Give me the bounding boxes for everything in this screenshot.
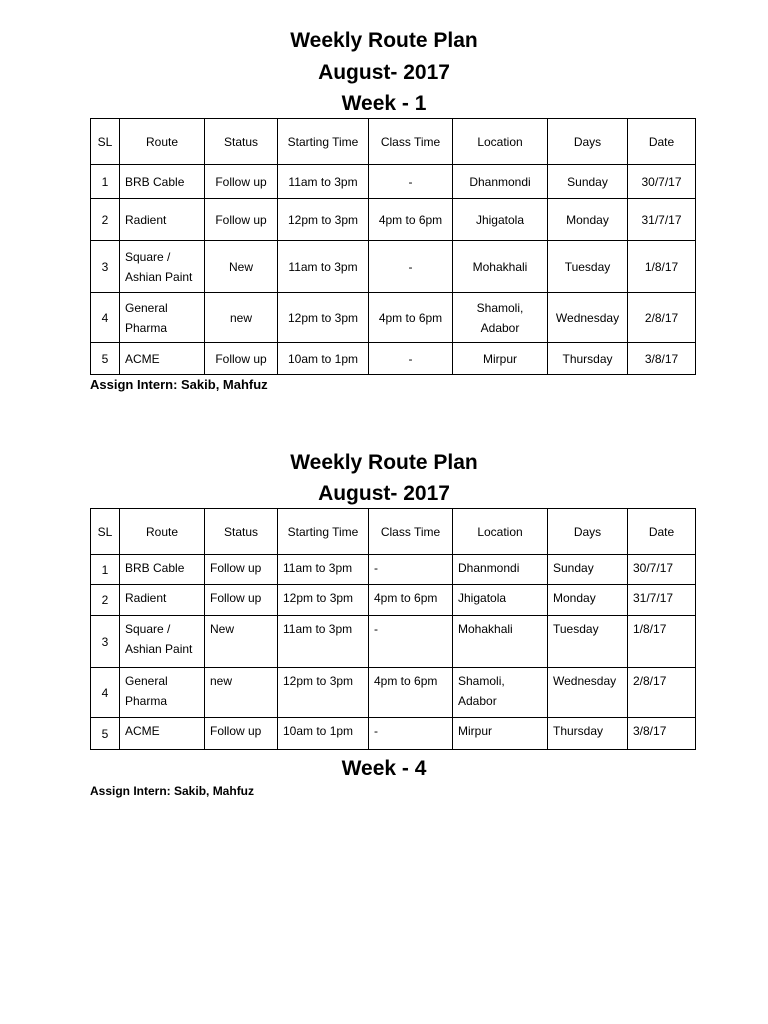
cell-route: BRB Cable bbox=[120, 555, 205, 585]
cell-location: Jhigatola bbox=[453, 585, 548, 616]
header-route: Route bbox=[120, 119, 205, 165]
table-row bbox=[91, 343, 696, 375]
table-row bbox=[91, 165, 696, 199]
cell-location: Jhigatola bbox=[453, 199, 548, 241]
page-subtitle-month-2: August- 2017 bbox=[318, 482, 450, 505]
table-row bbox=[91, 718, 696, 750]
route-table-week-4 bbox=[90, 508, 696, 750]
cell-day: Wednesday bbox=[548, 668, 628, 718]
cell-location: Dhanmondi bbox=[453, 555, 548, 585]
cell-route: General Pharma bbox=[120, 668, 205, 718]
cell-date: 31/7/17 bbox=[628, 199, 696, 241]
header-class-time: Class Time bbox=[369, 119, 453, 165]
cell-route: ACME bbox=[120, 718, 205, 750]
table-row bbox=[91, 668, 696, 718]
cell-route: Square / Ashian Paint bbox=[120, 241, 205, 293]
cell-sl: 4 bbox=[91, 293, 120, 343]
cell-day: Thursday bbox=[548, 718, 628, 750]
cell-sl: 5 bbox=[91, 343, 120, 375]
table-header-row bbox=[91, 509, 696, 555]
header-starting-time: Starting Time bbox=[278, 509, 369, 555]
cell-starting-time: 12pm to 3pm bbox=[278, 668, 369, 718]
cell-date: 30/7/17 bbox=[628, 555, 696, 585]
cell-status: New bbox=[205, 616, 278, 668]
cell-class-time: 4pm to 6pm bbox=[369, 199, 453, 241]
cell-route: BRB Cable bbox=[120, 165, 205, 199]
cell-location: Mohakhali bbox=[453, 241, 548, 293]
page-title-2: Weekly Route Plan bbox=[290, 451, 478, 474]
cell-location: Shamoli, Adabor bbox=[453, 668, 548, 718]
cell-sl: 2 bbox=[91, 199, 120, 241]
cell-status: Follow up bbox=[205, 199, 278, 241]
cell-class-time: - bbox=[369, 555, 453, 585]
table-row bbox=[91, 585, 696, 616]
table-row bbox=[91, 199, 696, 241]
cell-class-time: - bbox=[369, 165, 453, 199]
cell-sl: 5 bbox=[91, 718, 120, 750]
cell-starting-time: 11am to 3pm bbox=[278, 555, 369, 585]
cell-class-time: - bbox=[369, 343, 453, 375]
cell-starting-time: 12pm to 3pm bbox=[278, 293, 369, 343]
cell-location: Dhanmondi bbox=[453, 165, 548, 199]
cell-route: Square / Ashian Paint bbox=[120, 616, 205, 668]
cell-location: Mirpur bbox=[453, 343, 548, 375]
route-table-week-1 bbox=[90, 118, 696, 375]
cell-status: new bbox=[205, 293, 278, 343]
cell-class-time: - bbox=[369, 616, 453, 668]
cell-date: 2/8/17 bbox=[628, 293, 696, 343]
cell-status: Follow up bbox=[205, 555, 278, 585]
cell-date: 1/8/17 bbox=[628, 616, 696, 668]
assign-intern-note-2: Assign Intern: Sakib, Mahfuz bbox=[90, 784, 255, 798]
header-starting-time: Starting Time bbox=[278, 119, 369, 165]
header-date: Date bbox=[628, 509, 696, 555]
cell-day: Tuesday bbox=[548, 616, 628, 668]
cell-day: Wednesday bbox=[548, 293, 628, 343]
header-days: Days bbox=[548, 509, 628, 555]
cell-location: Mohakhali bbox=[453, 616, 548, 668]
table-row bbox=[91, 616, 696, 668]
cell-sl: 1 bbox=[91, 555, 120, 585]
table-row bbox=[91, 555, 696, 585]
cell-day: Monday bbox=[548, 199, 628, 241]
table-header-row bbox=[91, 119, 696, 165]
page-subtitle-month: August- 2017 bbox=[318, 61, 450, 84]
week-4-label: Week - 4 bbox=[341, 757, 427, 780]
cell-sl: 3 bbox=[91, 616, 120, 668]
header-days: Days bbox=[548, 119, 628, 165]
cell-status: Follow up bbox=[205, 343, 278, 375]
table-row bbox=[91, 293, 696, 343]
cell-date: 3/8/17 bbox=[628, 343, 696, 375]
cell-class-time: - bbox=[369, 718, 453, 750]
week-1-label: Week - 1 bbox=[341, 92, 427, 115]
cell-status: New bbox=[205, 241, 278, 293]
cell-date: 30/7/17 bbox=[628, 165, 696, 199]
page-title: Weekly Route Plan bbox=[290, 29, 478, 52]
cell-starting-time: 12pm to 3pm bbox=[278, 585, 369, 616]
header-sl: SL bbox=[91, 509, 120, 555]
cell-starting-time: 10am to 1pm bbox=[278, 718, 369, 750]
cell-sl: 3 bbox=[91, 241, 120, 293]
header-date: Date bbox=[628, 119, 696, 165]
cell-route: ACME bbox=[120, 343, 205, 375]
cell-route: Radient bbox=[120, 199, 205, 241]
cell-status: new bbox=[205, 668, 278, 718]
cell-status: Follow up bbox=[205, 718, 278, 750]
cell-starting-time: 11am to 3pm bbox=[278, 241, 369, 293]
cell-date: 2/8/17 bbox=[628, 668, 696, 718]
header-route: Route bbox=[120, 509, 205, 555]
cell-route: Radient bbox=[120, 585, 205, 616]
cell-starting-time: 11am to 3pm bbox=[278, 616, 369, 668]
cell-class-time: - bbox=[369, 241, 453, 293]
cell-location: Shamoli, Adabor bbox=[453, 293, 548, 343]
cell-day: Sunday bbox=[548, 165, 628, 199]
cell-starting-time: 10am to 1pm bbox=[278, 343, 369, 375]
cell-location: Mirpur bbox=[453, 718, 548, 750]
cell-day: Monday bbox=[548, 585, 628, 616]
cell-date: 31/7/17 bbox=[628, 585, 696, 616]
cell-starting-time: 12pm to 3pm bbox=[278, 199, 369, 241]
cell-date: 3/8/17 bbox=[628, 718, 696, 750]
header-sl: SL bbox=[91, 119, 120, 165]
cell-status: Follow up bbox=[205, 165, 278, 199]
cell-status: Follow up bbox=[205, 585, 278, 616]
cell-route: General Pharma bbox=[120, 293, 205, 343]
cell-day: Sunday bbox=[548, 555, 628, 585]
cell-day: Tuesday bbox=[548, 241, 628, 293]
cell-class-time: 4pm to 6pm bbox=[369, 293, 453, 343]
cell-starting-time: 11am to 3pm bbox=[278, 165, 369, 199]
cell-class-time: 4pm to 6pm bbox=[369, 585, 453, 616]
header-location: Location bbox=[453, 509, 548, 555]
cell-day: Thursday bbox=[548, 343, 628, 375]
cell-date: 1/8/17 bbox=[628, 241, 696, 293]
header-location: Location bbox=[453, 119, 548, 165]
table-row bbox=[91, 241, 696, 293]
cell-class-time: 4pm to 6pm bbox=[369, 668, 453, 718]
assign-intern-note: Assign Intern: Sakib, Mahfuz bbox=[90, 377, 268, 392]
header-status: Status bbox=[205, 119, 278, 165]
cell-sl: 2 bbox=[91, 585, 120, 616]
cell-sl: 4 bbox=[91, 668, 120, 718]
cell-sl: 1 bbox=[91, 165, 120, 199]
header-class-time: Class Time bbox=[369, 509, 453, 555]
header-status: Status bbox=[205, 509, 278, 555]
